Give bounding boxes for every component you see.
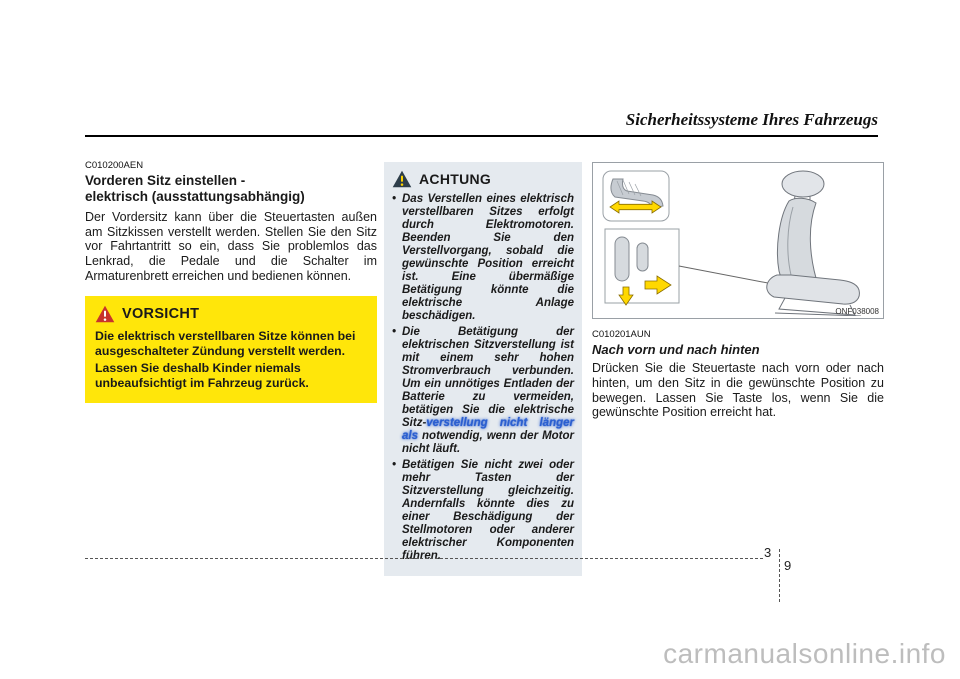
- bullet-marker: •: [392, 326, 397, 338]
- embedded-watermark-text: verstellung nicht länger als: [402, 417, 574, 442]
- header-rule: [85, 135, 878, 137]
- warning-triangle-icon: [95, 305, 115, 323]
- middle-column: [384, 162, 582, 576]
- page-header-title: Sicherheitssysteme Ihres Fahrzeugs: [625, 110, 878, 129]
- figure-label: ONF038008: [835, 307, 879, 316]
- section-heading-line1: Vorderen Sitz einstellen -: [85, 173, 246, 188]
- warning-box: [85, 296, 377, 403]
- caution-bullet-2: [392, 326, 574, 456]
- caution-box: [384, 162, 582, 576]
- warning-line-2: Lassen Sie deshalb Kinder niemals unbeaufsichtigt im Fahrzeug zurück.: [95, 360, 309, 390]
- warning-line-1: Die elektrisch verstellbaren Sitze können bei ausgeschalteter Zündung verstellt werden.: [95, 328, 356, 358]
- bullet-marker: •: [392, 193, 397, 205]
- site-watermark: carmanualsonline.info: [663, 638, 946, 669]
- page-number: 9: [784, 558, 792, 573]
- caution-bullet-3-text: Betätigen Sie nicht zwei oder mehr Tasten der Sitzverstellung gleichzeitig. Andernfalls könnte dies zu einer Beschädigung der Stellmotoren oder anderer elektrischer Komponenten führen.: [402, 459, 574, 562]
- figure-frame: [592, 162, 884, 319]
- footer-dashed-line: [85, 558, 763, 559]
- warning-header: [95, 305, 367, 323]
- section-heading: [85, 173, 377, 205]
- seat-illustration: [593, 163, 883, 316]
- warning-title: VORSICHT: [122, 305, 200, 322]
- subsection-heading: Nach vorn und nach hinten: [592, 342, 760, 357]
- caution-header: [392, 170, 574, 188]
- caution-bullet-2-text: [402, 326, 574, 456]
- bullet-marker: •: [392, 459, 397, 471]
- footer-dashed-divider: [779, 549, 780, 602]
- chapter-number: 3: [764, 545, 772, 560]
- caution-bullet-3: [392, 459, 574, 563]
- subsection-code: C010201AUN: [592, 329, 651, 340]
- section-heading-line2: elektrisch (ausstattungsabhängig): [85, 188, 305, 204]
- right-column: [592, 162, 884, 420]
- caution-bullet-1-text: Das Verstellen eines elektrisch verstellbaren Sitzes erfolgt durch Elektromotoren. Beenden Sie den Verstellvorgang, sobald die gewünschte Position erreicht ist. Eine übermäßige Betätigung könnte die elektrische Anlage beschädigen.: [402, 193, 574, 322]
- section-code: C010200AEN: [85, 160, 144, 171]
- left-column: [85, 160, 377, 403]
- section-body: Der Vordersitz kann über die Steuertasten außen am Sitzkissen verstellt werden. Stellen Sie den Sitz vor Fahrtantritt so ein, dass Sie problemlos das Lenkrad, die Pedale und die Schalter im Armaturenbrett erreichen und bedienen können.: [85, 209, 377, 284]
- caution-triangle-icon: [392, 170, 412, 188]
- caution-bullet-2-pre: Die Betätigung der elektrischen Sitzverstellung ist mit einem sehr hohen Stromverbrauch verbunden. Um ein unnötiges Entladen der Batterie zu vermeiden, betätigen Sie die elektrische Sitz-: [402, 326, 574, 429]
- caution-title: ACHTUNG: [419, 171, 492, 187]
- caution-bullet-2-post: notwendig, wenn der Motor nicht läuft.: [402, 430, 574, 455]
- warning-text: [95, 329, 367, 391]
- caution-bullet-1: [392, 193, 574, 323]
- subsection-body: Drücken Sie die Steuertaste nach vorn oder nach hinten, um den Sitz in die gewünschte Position zu bewegen. Lassen Sie Taste los, wenn Sie die gewünschte Position erreicht hat.: [592, 361, 884, 420]
